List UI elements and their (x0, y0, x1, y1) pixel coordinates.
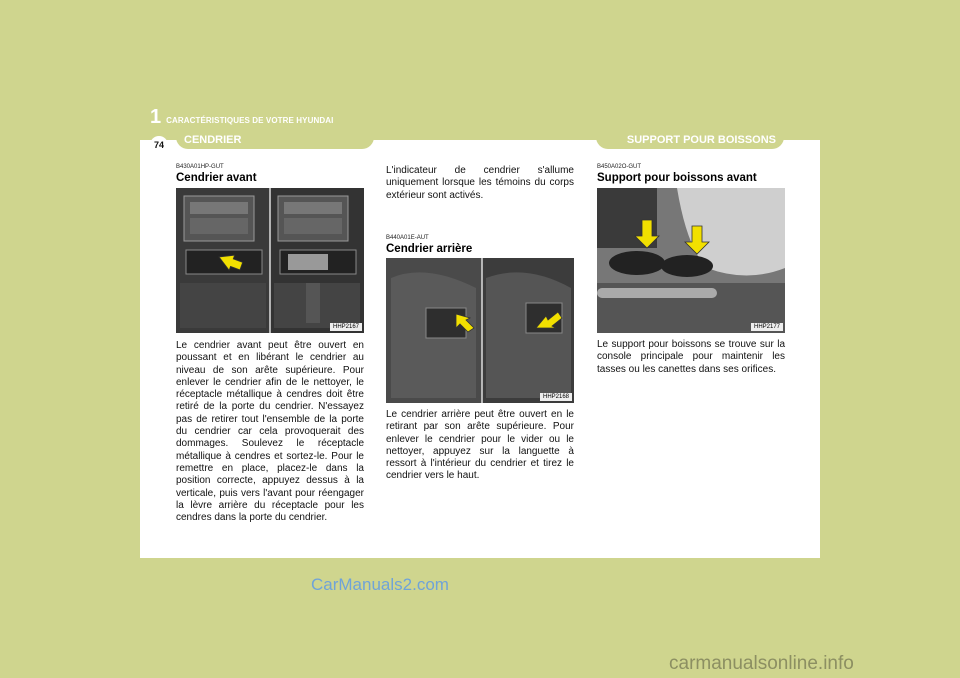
chapter-title: CARACTÉRISTIQUES DE VOTRE HYUNDAI (166, 116, 334, 125)
section-tab-cendrier: CENDRIER (176, 131, 374, 149)
figure-label: HHP2167 (330, 323, 362, 331)
body-text: Le support pour boissons se trouve sur la console principale pour maintenir les tasses ou les canettes dans ses orifices. (597, 339, 785, 375)
section-code: B430A01HP-GUT (176, 164, 224, 170)
section-code: B450A02O-GUT (597, 164, 642, 170)
chapter-header (150, 106, 333, 129)
body-text: Le cendrier arrière peut être ouvert en le retirant par son arête supérieure. Pour enlever le cendrier pour le vider ou le nettoyer, appuyez sur la languette à ressort à l'intérieur du cendrier et tirez le cendrier vers le haut. (386, 409, 574, 482)
cup-holder-illustration (597, 188, 785, 333)
section-heading: Cendrier arrière (386, 243, 473, 255)
page-number: 74 (150, 136, 168, 154)
rear-ashtray-illustration (386, 258, 574, 403)
watermark-site[interactable]: carmanualsonline.info (669, 653, 854, 674)
figure-label: HHP2177 (751, 323, 783, 331)
section-code: B440A01E-AUT (386, 235, 429, 241)
header-band (0, 0, 960, 140)
body-text: Le cendrier avant peut être ouvert en poussant et en libérant le cendrier au niveau de son arête supérieure. Pour enlever le cendrier afin de le nettoyer, le réceptacle métallique à cendres doit être retiré de la porte du cendrier. N'essayez pas de retirer tout l'ensemble de la porte du cendrier car cela provoquerait des dommages. Soulevez le réceptacle métallique à cendres et sortez-le. Pour le remettre en place, placez-le dans la position correcte, appuyez dessus à la verticale, puis vers l'avant pour réengager la lèvre arrière du réceptacle pour les cendres dans la porte du cendrier. (176, 340, 364, 524)
section-tab-support-boissons: SUPPORT POUR BOISSONS (596, 131, 784, 149)
watermark-carmanuals[interactable]: CarManuals2.com (311, 575, 449, 594)
figure-cup-holder (597, 188, 785, 333)
section-heading: Support pour boissons avant (597, 172, 757, 184)
figure-front-ashtray (176, 188, 364, 333)
front-ashtray-illustration (176, 188, 364, 333)
section-heading: Cendrier avant (176, 172, 257, 184)
figure-rear-ashtray (386, 258, 574, 403)
body-text-intro: L'indicateur de cendrier s'allume uniquement lorsque les témoins du corps extérieur sont activés. (386, 165, 574, 201)
figure-label: HHP2168 (540, 393, 572, 401)
chapter-number: 1 (150, 106, 162, 128)
